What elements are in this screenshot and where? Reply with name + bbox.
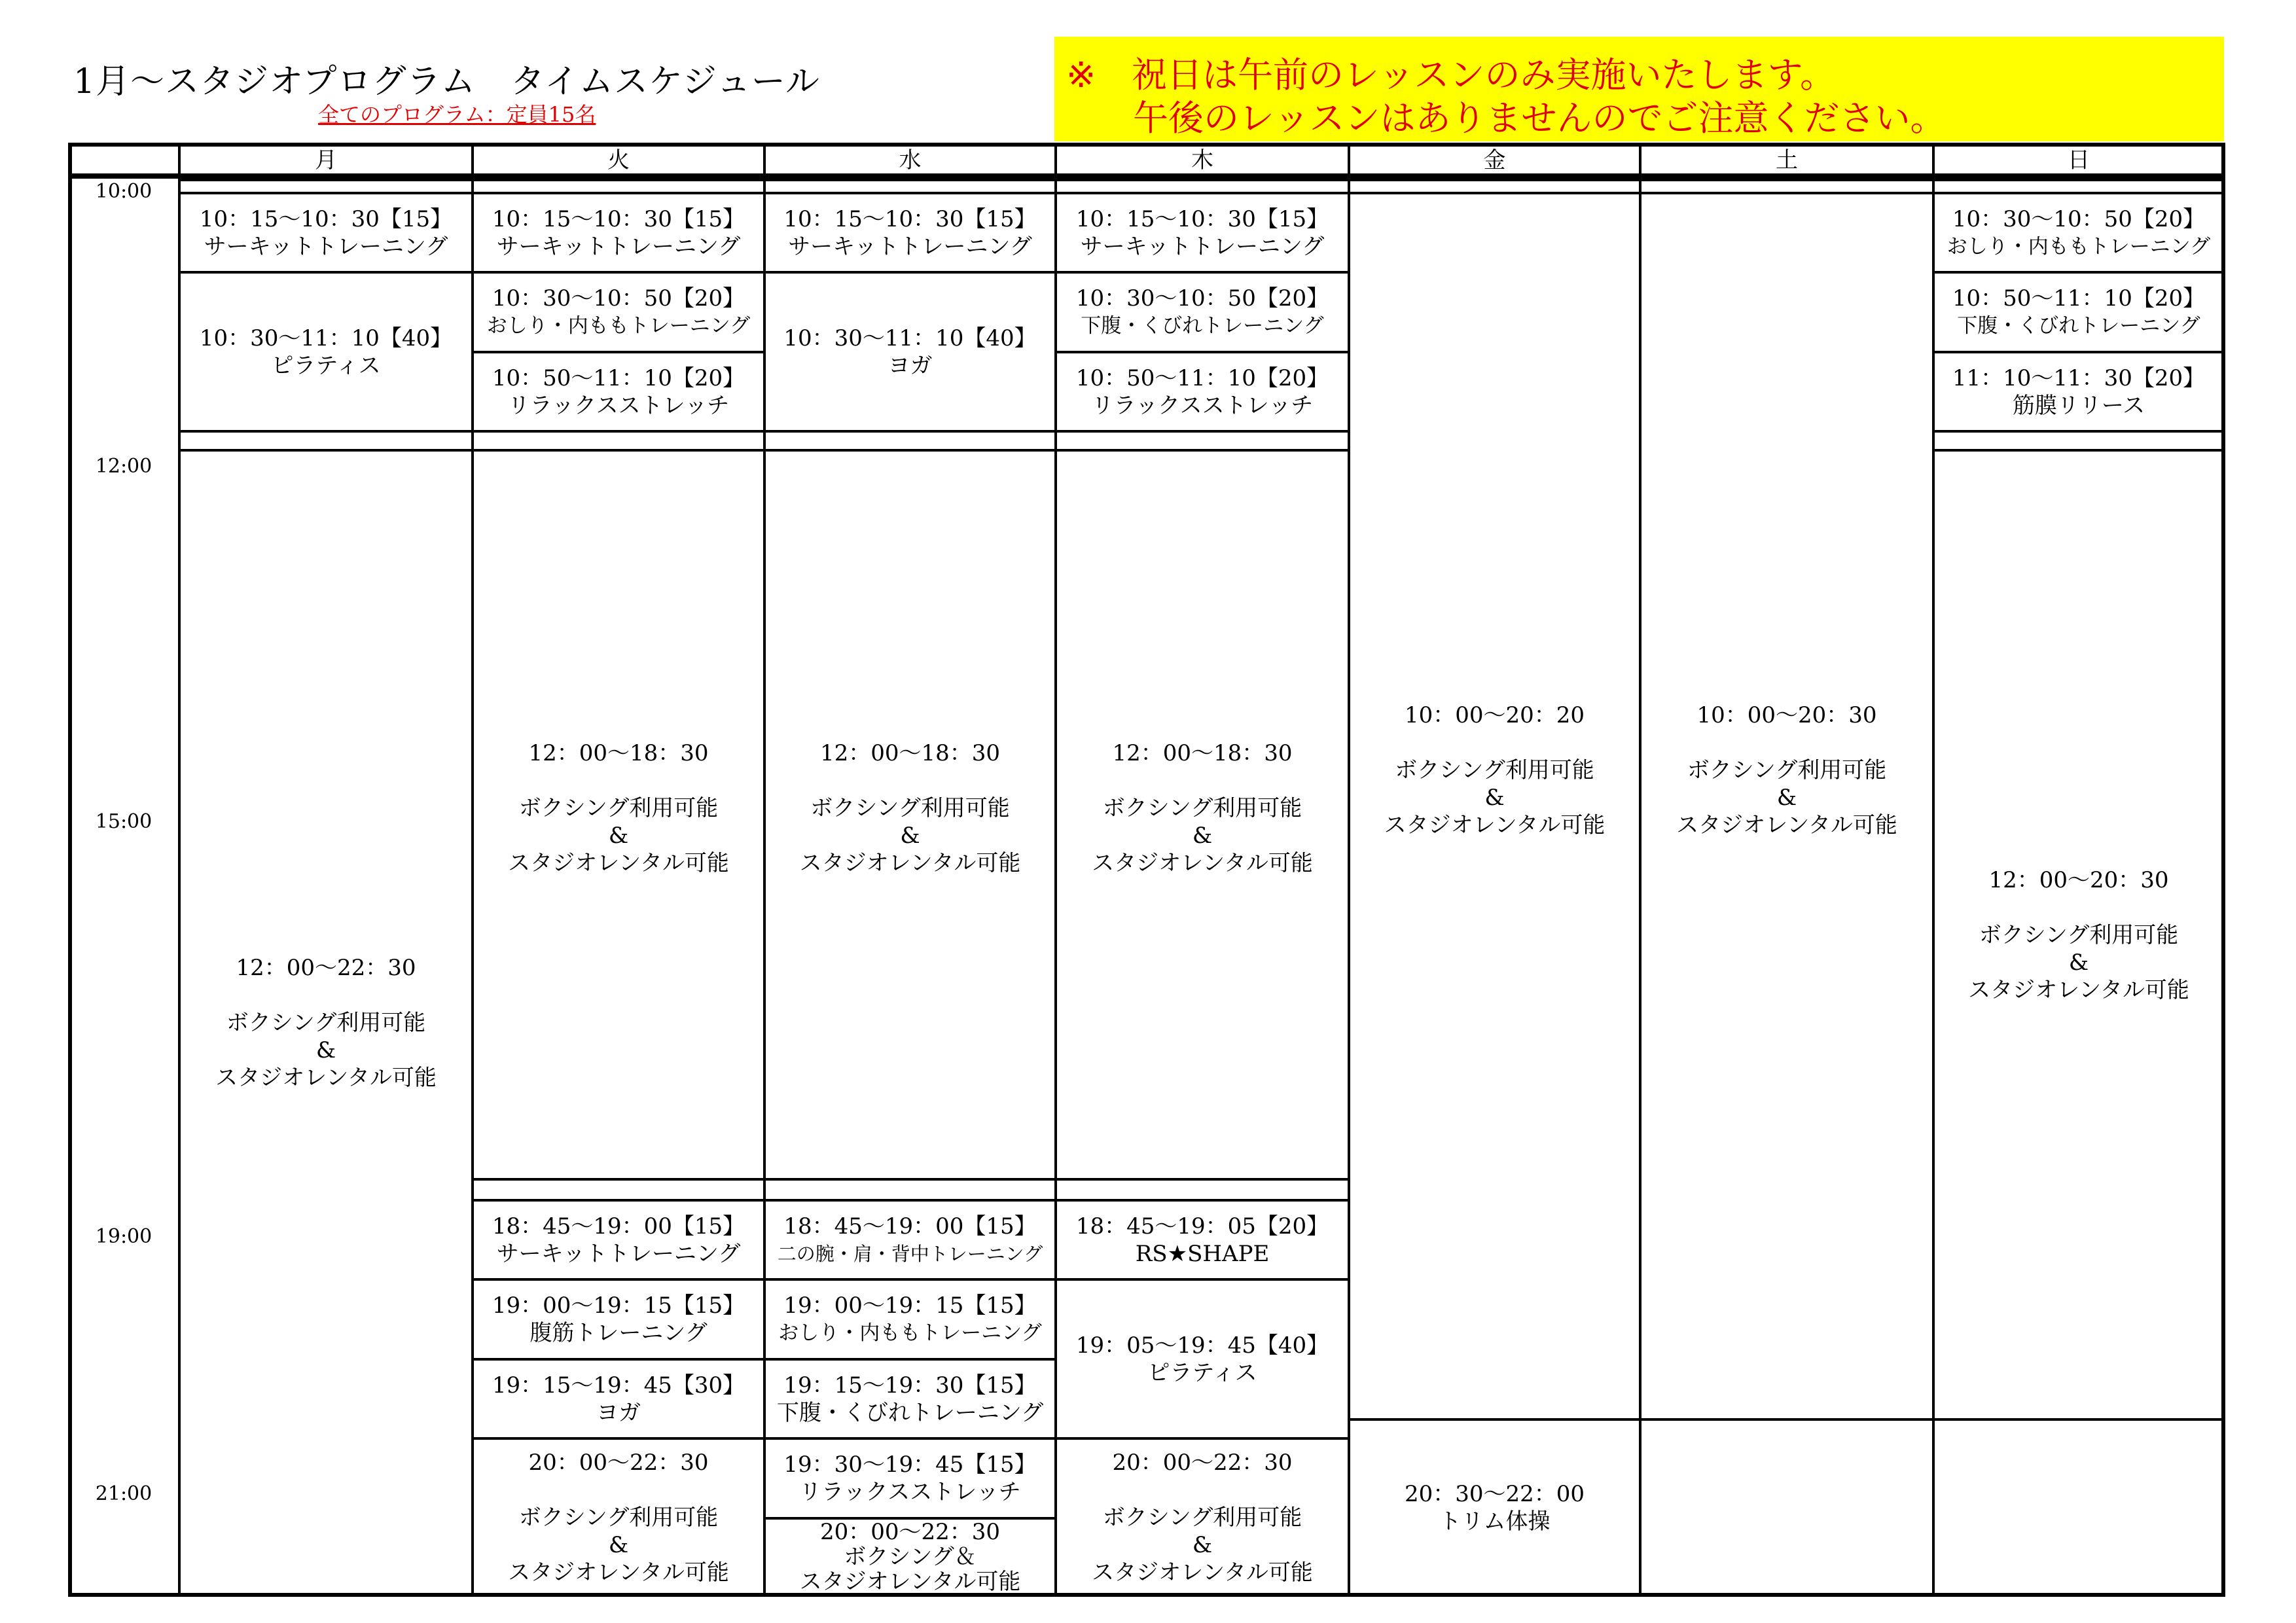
lesson-name: 腹筋トレーニング: [529, 1320, 708, 1346]
boxing-available: ボクシング利用可能: [1102, 1505, 1302, 1531]
header-day-tue: 火: [471, 144, 766, 176]
lesson-name: サーキットトレーニング: [1080, 233, 1325, 260]
open-use-time: 20：00～22：30: [819, 1519, 1001, 1545]
lesson-name: RS★SHAPE: [1135, 1240, 1270, 1267]
boxing-available: ボクシング＆: [844, 1544, 977, 1570]
empty-slot: [471, 1178, 766, 1202]
lesson-time: 10：50～11：10【20】: [492, 365, 745, 391]
header-time-corner: [69, 144, 181, 176]
studio-rental-available: スタジオレンタル可能: [1676, 812, 1897, 838]
lesson-time: 10：30～11：10【40】: [199, 325, 453, 351]
lesson-cell[interactable]: [471, 1358, 766, 1440]
lesson-name: おしり・内ももトレーニング: [486, 314, 751, 338]
lesson-cell[interactable]: [763, 192, 1057, 274]
boxing-available: ボクシング利用可能: [1687, 757, 1887, 783]
empty-slot: [1639, 1418, 1935, 1597]
lesson-name: サーキットトレーニング: [788, 233, 1032, 260]
lesson-cell[interactable]: [1932, 351, 2225, 433]
lesson-cell[interactable]: [1054, 271, 1350, 353]
lesson-name: 下腹・くびれトレーニング: [776, 1399, 1044, 1426]
open-use-cell[interactable]: [763, 1517, 1057, 1597]
studio-rental-available: スタジオレンタル可能: [799, 1569, 1021, 1595]
open-use-cell[interactable]: [763, 449, 1057, 1181]
lesson-cell[interactable]: [1054, 1199, 1350, 1281]
header-day-sun: 日: [1932, 144, 2225, 176]
open-use-time: 20：00～22：30: [1112, 1450, 1293, 1476]
lesson-cell[interactable]: [178, 271, 474, 433]
lesson-name: サーキットトレーニング: [496, 233, 741, 260]
lesson-cell[interactable]: [1054, 351, 1350, 433]
lesson-time: 19：00～19：15【15】: [783, 1293, 1037, 1319]
reference-mark-icon: ※: [1066, 54, 1096, 96]
lesson-time: 10：30～10：50【20】: [1952, 205, 2206, 232]
header-day-wed: 水: [763, 144, 1057, 176]
open-use-cell[interactable]: [1932, 449, 2225, 1421]
open-use-time: 12：00～18：30: [819, 740, 1001, 766]
lesson-name: トリム体操: [1439, 1508, 1551, 1535]
open-use-cell[interactable]: [1054, 449, 1350, 1181]
notice-line-2: 午後のレッスンはありませんのでご注意ください。: [1133, 98, 1946, 139]
studio-rental-available: スタジオレンタル可能: [1092, 1560, 1313, 1586]
empty-slot: [763, 1178, 1057, 1202]
lesson-time: 20：30～22：00: [1404, 1480, 1585, 1507]
lesson-name: ピラティス: [1147, 1359, 1257, 1386]
lesson-name: 下腹・くびれトレーニング: [1081, 314, 1324, 338]
lesson-time: 18：45～19：05【20】: [1075, 1213, 1329, 1240]
lesson-name: ヨガ: [888, 352, 933, 379]
open-use-time: 12：00～18：30: [1112, 740, 1293, 766]
lesson-cell[interactable]: [471, 192, 766, 274]
lesson-cell[interactable]: [763, 271, 1057, 433]
open-use-time: 10：00～20：20: [1404, 702, 1585, 728]
studio-rental-available: スタジオレンタル可能: [508, 1560, 729, 1586]
open-use-cell[interactable]: [1348, 192, 1641, 1421]
header-day-thu: 木: [1054, 144, 1350, 176]
open-use-cell[interactable]: [1054, 1437, 1350, 1597]
lesson-time: 19：00～19：15【15】: [492, 1293, 745, 1319]
boxing-available: ボクシング利用可能: [518, 795, 719, 821]
lesson-cell[interactable]: [471, 1278, 766, 1361]
lesson-cell[interactable]: [763, 1437, 1057, 1520]
boxing-available: ボクシング利用可能: [518, 1505, 719, 1531]
open-use-time: 12：00～22：30: [236, 955, 416, 981]
lesson-cell[interactable]: [1054, 1278, 1350, 1440]
lesson-time: 18：45～19：00【15】: [783, 1213, 1037, 1240]
lesson-name: 下腹・くびれトレーニング: [1957, 314, 2200, 338]
lesson-name: ヨガ: [596, 1399, 641, 1426]
lesson-name: リラックスストレッチ: [1091, 392, 1314, 419]
lesson-cell[interactable]: [1932, 271, 2225, 353]
boxing-available: ボクシング利用可能: [1979, 921, 2179, 948]
lesson-cell[interactable]: [178, 192, 474, 274]
header-day-sat: 土: [1639, 144, 1935, 176]
lesson-time: 19：30～19：45【15】: [783, 1452, 1037, 1478]
lesson-cell[interactable]: [471, 1199, 766, 1281]
lesson-name: サーキットトレーニング: [496, 1240, 741, 1267]
open-use-cell[interactable]: [471, 1437, 766, 1597]
lesson-time: 19：15～19：30【15】: [783, 1372, 1037, 1399]
studio-rental-available: スタジオレンタル可能: [1092, 850, 1313, 876]
time-label-1000: 10:00: [95, 180, 152, 203]
lesson-name: ピラティス: [271, 352, 381, 379]
ampersand: &: [608, 823, 629, 849]
boxing-available: ボクシング利用可能: [1395, 757, 1594, 783]
boxing-available: ボクシング利用可能: [226, 1010, 426, 1036]
lesson-time: 10：15～10：30【15】: [783, 205, 1037, 232]
lesson-name: 筋膜リリース: [2012, 392, 2145, 419]
lesson-cell[interactable]: [1932, 192, 2225, 274]
ampersand: &: [900, 823, 920, 849]
lesson-time: 10：15～10：30【15】: [199, 205, 453, 232]
open-use-cell[interactable]: [471, 449, 766, 1181]
boxing-available: ボクシング利用可能: [1102, 795, 1302, 821]
lesson-cell[interactable]: [1348, 1418, 1641, 1597]
lesson-time: 11：10～11：30【20】: [1952, 365, 2206, 391]
lesson-time: 19：15～19：45【30】: [492, 1372, 745, 1399]
open-use-time: 20：00～22：30: [528, 1450, 709, 1476]
ampersand: &: [315, 1037, 336, 1063]
ampersand: &: [1192, 823, 1213, 849]
lesson-cell[interactable]: [471, 351, 766, 433]
time-column: [69, 179, 181, 1597]
lesson-cell[interactable]: [1054, 192, 1350, 274]
lesson-time: 10：50～11：10【20】: [1952, 285, 2206, 312]
lesson-name: リラックスストレッチ: [799, 1479, 1021, 1505]
studio-rental-available: スタジオレンタル可能: [799, 850, 1021, 876]
empty-slot: [1054, 1178, 1350, 1202]
studio-rental-available: スタジオレンタル可能: [1968, 976, 2189, 1003]
studio-rental-available: スタジオレンタル可能: [508, 850, 729, 876]
time-label-2100: 21:00: [95, 1482, 152, 1505]
lesson-time: 18：45～19：00【15】: [492, 1213, 745, 1240]
lesson-time: 10：30～11：10【40】: [783, 325, 1037, 351]
open-use-time: 12：00～20：30: [1988, 866, 2169, 893]
lesson-name: 二の腕・肩・背中トレーニング: [777, 1242, 1043, 1265]
empty-slot: [1932, 1418, 2225, 1597]
page-title: 1月～スタジオプログラム タイムスケジュール: [73, 62, 820, 101]
time-label-1200: 12:00: [95, 455, 152, 478]
lesson-time: 10：30～10：50【20】: [492, 285, 745, 312]
lesson-time: 10：15～10：30【15】: [1075, 205, 1329, 232]
open-use-time: 10：00～20：30: [1696, 702, 1877, 728]
studio-rental-available: スタジオレンタル可能: [215, 1065, 437, 1091]
time-label-1500: 15:00: [95, 810, 152, 833]
lesson-name: サーキットトレーニング: [204, 233, 448, 260]
ampersand: &: [1776, 785, 1797, 811]
open-use-cell[interactable]: [1639, 192, 1935, 1421]
lesson-name: リラックスストレッチ: [507, 392, 730, 419]
lesson-cell[interactable]: [763, 1278, 1057, 1361]
lesson-cell[interactable]: [763, 1199, 1057, 1281]
lesson-cell[interactable]: [763, 1358, 1057, 1440]
lesson-time: 10：50～11：10【20】: [1075, 365, 1329, 391]
header-day-fri: 金: [1348, 144, 1641, 176]
lesson-name: おしり・内ももトレーニング: [778, 1321, 1042, 1345]
lesson-time: 19：05～19：45【40】: [1075, 1332, 1329, 1359]
lesson-time: 10：15～10：30【15】: [492, 205, 745, 232]
lesson-name: おしり・内ももトレーニング: [1946, 234, 2211, 259]
open-use-time: 12：00～18：30: [528, 740, 709, 766]
holiday-notice-banner: [1054, 37, 2224, 141]
studio-rental-available: スタジオレンタル可能: [1384, 812, 1605, 838]
lesson-cell[interactable]: [471, 271, 766, 353]
boxing-available: ボクシング利用可能: [810, 795, 1010, 821]
lesson-time: 10：30～10：50【20】: [1075, 285, 1329, 312]
header-day-mon: 月: [178, 144, 474, 176]
notice-line-1: ※ 祝日は午前のレッスンのみ実施いたします。: [1066, 54, 1836, 96]
capacity-note: 全てのプログラム：定員15名: [318, 102, 596, 127]
ampersand: &: [608, 1532, 629, 1558]
ampersand: &: [1192, 1532, 1213, 1558]
ampersand: &: [1484, 785, 1505, 811]
time-label-1900: 19:00: [95, 1225, 152, 1248]
ampersand: &: [2068, 949, 2089, 976]
open-use-cell[interactable]: [178, 449, 474, 1597]
